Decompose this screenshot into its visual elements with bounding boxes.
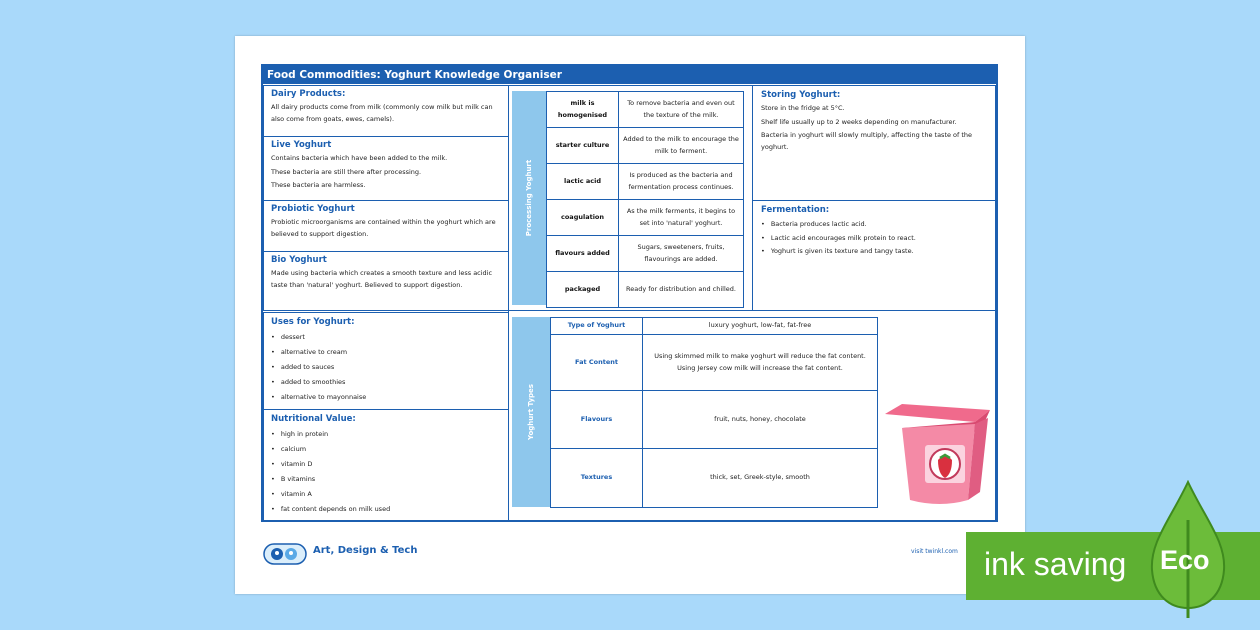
step-cell: lactic acid [547, 164, 619, 200]
yoghurt-pot-icon [880, 400, 995, 510]
list-item: • B vitamins [271, 472, 501, 487]
list-item: • vitamin D [271, 457, 501, 472]
table-row [547, 92, 744, 128]
dairy-products-text: All dairy products come from milk (commonly cow milk but milk can also come from goats, ewes, camels). [271, 103, 493, 123]
live-yoghurt-line: These bacteria are still there after processing. [271, 167, 422, 176]
table-row [551, 318, 878, 335]
desc-cell: Is produced as the bacteria and fermentation process continues. [619, 164, 744, 200]
desc-cell: Added to the milk to encourage the milk to ferment. [619, 128, 744, 164]
bio-yoghurt-box [263, 251, 509, 311]
type-val-cell: thick, set, Greek-style, smooth [643, 449, 878, 508]
table-row [547, 272, 744, 308]
table-row [547, 236, 744, 272]
dairy-products-heading: Dairy Products: [271, 89, 346, 99]
fermentation-box [752, 200, 996, 311]
step-cell: coagulation [547, 200, 619, 236]
desc-cell: To remove bacteria and even out the texture of the milk. [619, 92, 744, 128]
processing-table [546, 91, 744, 308]
eco-label: Eco [1160, 545, 1210, 575]
list-item: • calcium [271, 442, 501, 457]
list-item: • fat content depends on milk used [271, 502, 501, 517]
page-title: Food Commodities: Yoghurt Knowledge Organiser [263, 66, 996, 84]
table-row [551, 335, 878, 391]
ink-saving-label: ink saving [984, 546, 1127, 582]
step-cell: flavours added [547, 236, 619, 272]
list-item: • alternative to mayonnaise [271, 390, 501, 405]
nutrition-box [263, 409, 509, 521]
fermentation-list [761, 218, 987, 259]
list-item: • dessert [271, 330, 501, 345]
list-item: • Bacteria produces lactic acid. [761, 218, 987, 232]
nutrition-list [271, 427, 501, 517]
live-yoghurt-line: These bacteria are harmless. [271, 181, 366, 189]
table-row [547, 164, 744, 200]
fermentation-heading: Fermentation: [761, 205, 830, 215]
type-key-cell: Textures [551, 449, 643, 508]
processing-section [508, 85, 753, 311]
probiotic-yoghurt-box [263, 200, 509, 252]
list-item: • high in protein [271, 427, 501, 442]
list-item: • Yoghurt is given its texture and tangy taste. [761, 245, 987, 259]
twinkl-logo-icon [263, 541, 307, 567]
table-row [551, 449, 878, 508]
desc-cell: Sugars, sweeteners, fruits, flavourings are added. [619, 236, 744, 272]
uses-heading: Uses for Yoghurt: [271, 317, 355, 327]
list-item: • added to smoothies [271, 375, 501, 390]
step-cell: starter culture [547, 128, 619, 164]
nutrition-heading: Nutritional Value: [271, 414, 356, 424]
yoghurt-types-label: Yoghurt Types [512, 317, 550, 507]
live-yoghurt-box [263, 136, 509, 201]
table-row [551, 391, 878, 449]
storing-line: Bacteria in yoghurt will slowly multiply, affecting the taste of the yoghurt. [761, 131, 973, 151]
type-key-cell: Fat Content [551, 335, 643, 391]
subject-label: Art, Design & Tech [313, 545, 418, 556]
list-item: • Lactic acid encourages milk protein to react. [761, 232, 987, 246]
type-key-cell: Flavours [551, 391, 643, 449]
list-item: • alternative to cream [271, 345, 501, 360]
probiotic-yoghurt-heading: Probiotic Yoghurt [271, 204, 355, 214]
uses-box [263, 312, 509, 410]
step-cell: milk is homogenised [547, 92, 619, 128]
uses-list [271, 330, 501, 405]
dairy-products-box [263, 85, 509, 137]
knowledge-organiser-sheet [235, 36, 1025, 594]
list-item: • added to sauces [271, 360, 501, 375]
desc-cell: As the milk ferments, it begins to set into 'natural' yoghurt. [619, 200, 744, 236]
probiotic-yoghurt-text: Probiotic microorganisms are contained within the yoghurt which are believed to support digestion. [271, 218, 496, 238]
type-val-cell: fruit, nuts, honey, chocolate [643, 391, 878, 449]
site-link[interactable]: visit twinkl.com [911, 548, 958, 555]
table-row [547, 200, 744, 236]
list-item: • vitamin A [271, 487, 501, 502]
storing-heading: Storing Yoghurt: [761, 90, 841, 100]
storing-box [752, 85, 996, 201]
desc-cell: Ready for distribution and chilled. [619, 272, 744, 308]
processing-label: Processing Yoghurt [512, 91, 546, 305]
type-key-cell: Type of Yoghurt [551, 318, 643, 335]
step-cell: packaged [547, 272, 619, 308]
table-row [547, 128, 744, 164]
bio-yoghurt-heading: Bio Yoghurt [271, 255, 327, 265]
type-val-cell: luxury yoghurt, low-fat, fat-free [643, 318, 878, 335]
live-yoghurt-line: Contains bacteria which have been added to the milk. [271, 154, 448, 162]
bio-yoghurt-text: Made using bacteria which creates a smooth texture and less acidic taste than 'natural' yoghurt. Believed to support digestion. [271, 269, 493, 289]
storing-line: Shelf life usually up to 2 weeks depending on manufacturer. [761, 117, 957, 126]
yoghurt-types-table [550, 317, 878, 508]
type-val-cell: Using skimmed milk to make yoghurt will reduce the fat content. Using Jersey cow milk will increase the fat content. [643, 335, 878, 391]
live-yoghurt-heading: Live Yoghurt [271, 140, 332, 150]
storing-line: Store in the fridge at 5°C. [761, 104, 845, 112]
